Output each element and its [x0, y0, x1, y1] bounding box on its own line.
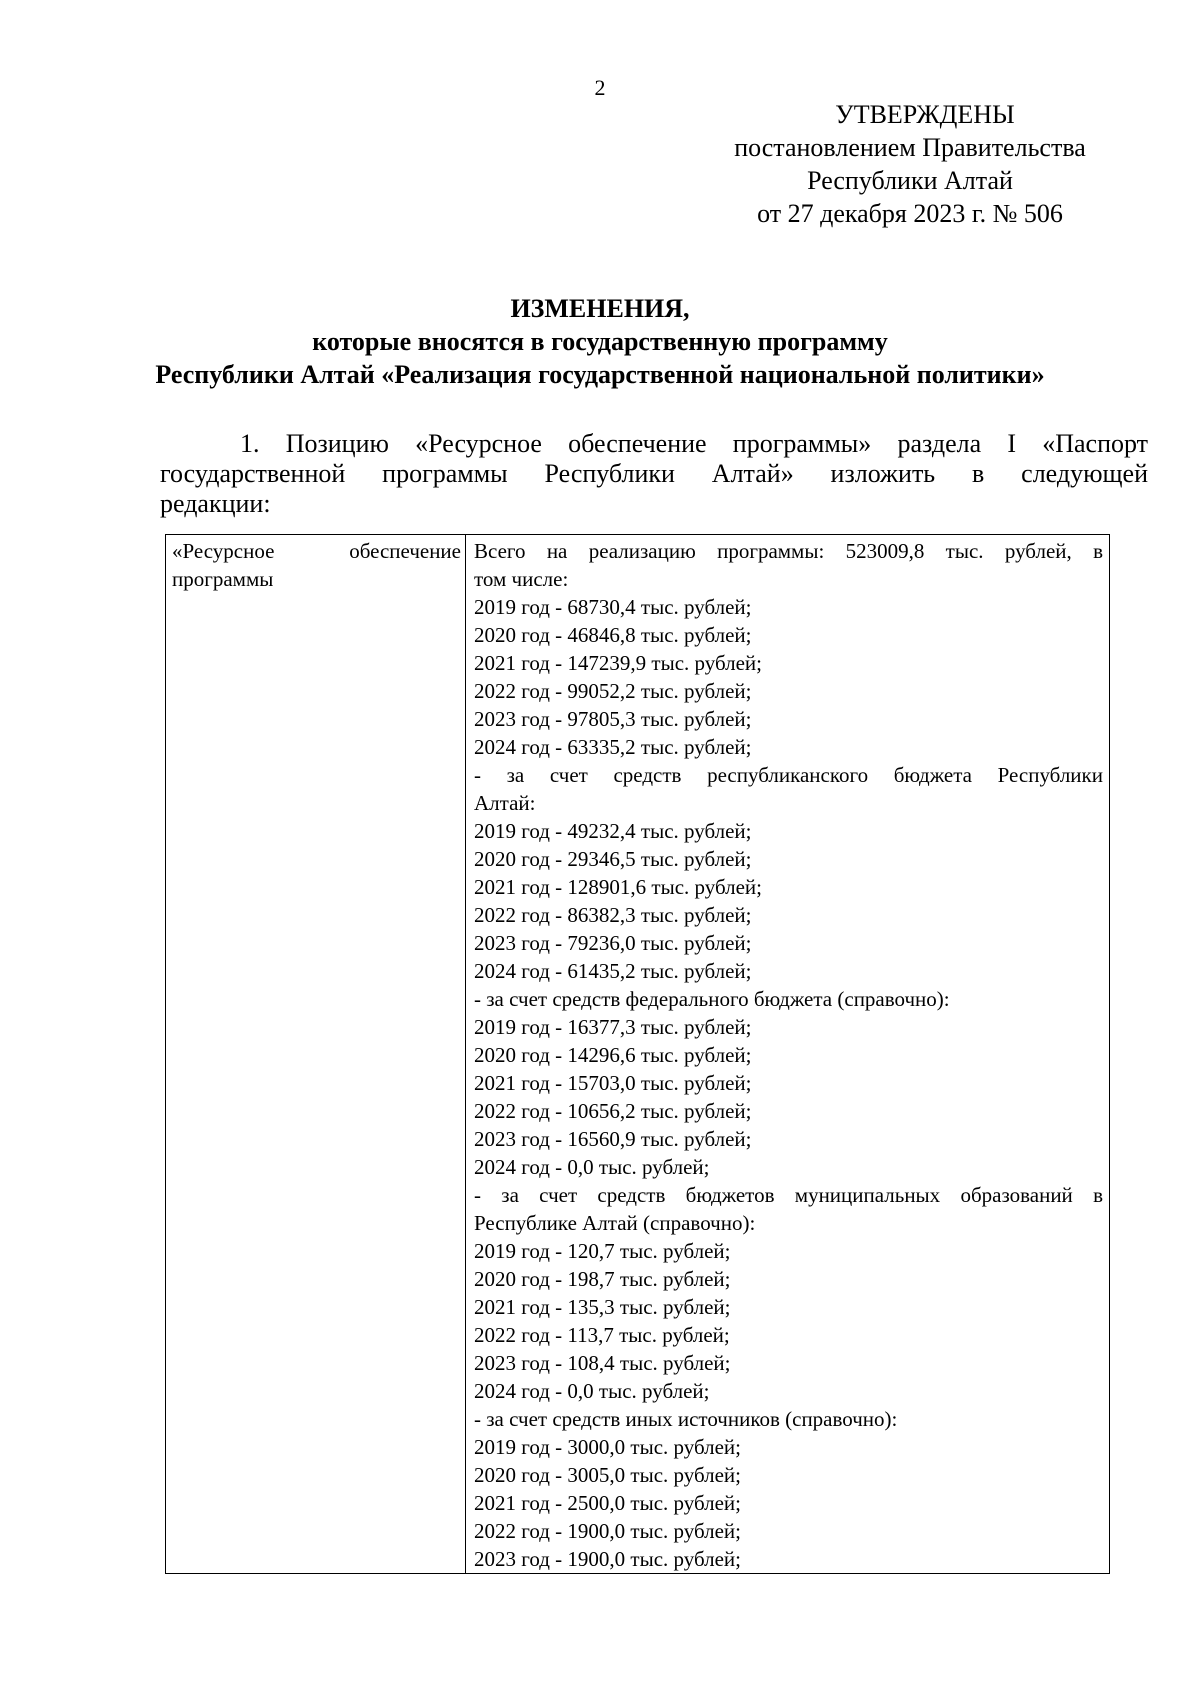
table-value-line: 2022 год - 1900,0 тыс. рублей; — [474, 1519, 742, 1543]
table-value-line: 2020 год - 29346,5 тыс. рублей; — [474, 847, 752, 871]
table-value-line: 2019 год - 16377,3 тыс. рублей; — [474, 1015, 752, 1039]
table-value-line: 2021 год - 15703,0 тыс. рублей; — [474, 1071, 752, 1095]
table-value-line: 2023 год - 1900,0 тыс. рублей; — [474, 1547, 742, 1571]
table-value-line: 2023 год - 108,4 тыс. рублей; — [474, 1351, 731, 1375]
table-value-line: 2024 год - 63335,2 тыс. рублей; — [474, 735, 752, 759]
table-value-line: 2020 год - 14296,6 тыс. рублей; — [474, 1043, 752, 1067]
resource-table — [165, 534, 1110, 1574]
table-value-line: 2022 год - 99052,2 тыс. рублей; — [474, 679, 752, 703]
table-value-line: 2021 год - 2500,0 тыс. рублей; — [474, 1491, 742, 1515]
approval-stamp — [700, 98, 1120, 230]
approval-title: УТВЕРЖДЕНЫ — [835, 100, 1015, 129]
intro-line-1: 1. Позицию «Ресурсное обеспечение программы» раздела I «Паспорт — [240, 429, 1148, 458]
heading-line-2: которые вносятся в государственную программу — [312, 327, 888, 356]
table-label-line-1: «Ресурсное обеспечение — [172, 539, 461, 563]
page-number: 2 — [594, 75, 606, 100]
table-value-line: Алтай: — [474, 791, 536, 815]
table-value-line: 2019 год - 3000,0 тыс. рублей; — [474, 1435, 742, 1459]
table-value-line: 2020 год - 46846,8 тыс. рублей; — [474, 623, 752, 647]
table-value-line: Всего на реализацию программы: 523009,8 тыс. рублей, в — [474, 539, 1103, 563]
table-value-line: - за счет средств федерального бюджета (справочно): — [474, 987, 950, 1011]
intro-line-2: государственной программы Республики Алтай» изложить в следующей — [160, 459, 1148, 488]
table-value-line: 2019 год - 49232,4 тыс. рублей; — [474, 819, 752, 843]
table-value-line: 2020 год - 3005,0 тыс. рублей; — [474, 1463, 742, 1487]
table-value-line: 2021 год - 147239,9 тыс. рублей; — [474, 651, 763, 675]
table-value-line: том числе: — [474, 567, 569, 591]
table-value-line: 2024 год - 0,0 тыс. рублей; — [474, 1379, 710, 1403]
table-value-line: - за счет средств бюджетов муниципальных образований в — [474, 1183, 1103, 1207]
approval-line-1: постановлением Правительства — [734, 133, 1086, 162]
intro-paragraph — [160, 429, 1148, 519]
table-value-line: - за счет средств иных источников (справочно): — [474, 1407, 898, 1431]
heading-title: ИЗМЕНЕНИЯ, — [510, 294, 690, 323]
table-value-cell — [466, 535, 1109, 1573]
intro-line-3: редакции: — [160, 489, 271, 518]
document-heading — [0, 292, 1200, 391]
table-value-line: 2023 год - 16560,9 тыс. рублей; — [474, 1127, 752, 1151]
table-label-line-2: программы — [172, 567, 274, 591]
table-value-line: 2024 год - 0,0 тыс. рублей; — [474, 1155, 710, 1179]
heading-line-3: Республики Алтай «Реализация государственной национальной политики» — [155, 360, 1045, 389]
table-value-line: 2023 год - 97805,3 тыс. рублей; — [474, 707, 752, 731]
approval-line-2: Республики Алтай — [807, 166, 1013, 195]
table-label-cell — [166, 535, 466, 1573]
table-value-line: 2022 год - 10656,2 тыс. рублей; — [474, 1099, 752, 1123]
approval-line-3: от 27 декабря 2023 г. № 506 — [757, 199, 1063, 228]
table-value-line: - за счет средств республиканского бюджета Республики — [474, 763, 1103, 787]
table-value-line: 2019 год - 68730,4 тыс. рублей; — [474, 595, 752, 619]
table-value-line: 2022 год - 113,7 тыс. рублей; — [474, 1323, 730, 1347]
table-value-line: 2019 год - 120,7 тыс. рублей; — [474, 1239, 731, 1263]
table-value-line: Республике Алтай (справочно): — [474, 1211, 756, 1235]
table-value-line: 2021 год - 128901,6 тыс. рублей; — [474, 875, 763, 899]
table-value-line: 2021 год - 135,3 тыс. рублей; — [474, 1295, 731, 1319]
table-value-line: 2024 год - 61435,2 тыс. рублей; — [474, 959, 752, 983]
table-value-line: 2023 год - 79236,0 тыс. рублей; — [474, 931, 752, 955]
table-value-line: 2022 год - 86382,3 тыс. рублей; — [474, 903, 752, 927]
table-value-line: 2020 год - 198,7 тыс. рублей; — [474, 1267, 731, 1291]
